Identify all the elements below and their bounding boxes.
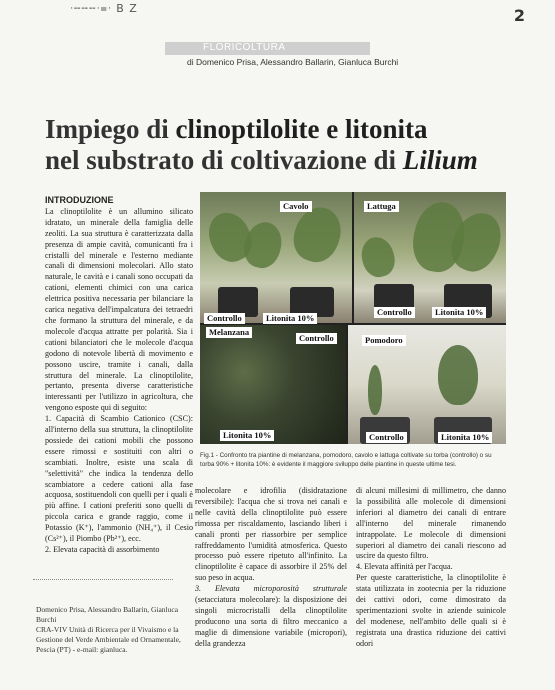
label-litonita-1: Litonita 10% [263, 313, 317, 324]
col2-heading-italic: 3. Elevata microporosità strutturale [195, 584, 347, 594]
intro-paragraph-3: 2. Elevata capacità di assorbimento [45, 545, 160, 554]
intro-paragraph-1: La clinoptilolite è un allumino silicato idratato, un minerale della famiglia delle zeoliti. La sua struttura è caratterizzata dalla presenza di ampie cavità, comunicanti fra i cristalli del minerale e l'esterno mediante canali di dimensioni molecolari. Allo stato naturale, le cavità e i canali sono occupati da cationi, elementi chimici con una carica elettrica positiva necessaria per bilanciare la carica negativa dell'impalcatura dei tetraedri che formano la struttura del minerale, e da molecole d'acqua attratte per polarità. Sia i cationi bilanciatori che le molecole d'acqua godono di notevole libertà di movimento e possono uscire, tramite i canali, dalla struttura del minerale. La clinoptilolite, pertanto, presenta diverse caratteristiche interessanti per l'utilizzo in agricoltura, che vengono esposte qui di seguito: [45, 206, 193, 413]
figure-photo [200, 192, 506, 444]
label-litonita-2: Litonita 10% [432, 307, 486, 318]
byline: di Domenico Prisa, Alessandro Ballarin, Gianluca Burchi [187, 57, 399, 67]
article-title [45, 114, 535, 176]
label-controllo-3: Controllo [296, 333, 337, 344]
label-controllo-2: Controllo [374, 307, 415, 318]
leaf-shape [438, 345, 478, 405]
column-2 [195, 486, 347, 650]
column-3 [356, 486, 506, 650]
title-line2-italic: Lilium [402, 145, 478, 175]
footnote-authors: Domenico Prisa, Alessandro Ballarin, Gianluca Burchi [36, 605, 179, 624]
col3-paragraph-3: Per queste caratteristiche, la clinoptilolite è stata utilizzata in zootecnia per la riduzione dei cattivi odori, come dimostrato da sperimentazioni svolte in aziende suinicole del modenese, nell'ambito delle quali si è registrata una drastica riduzione dei cattivi odori [356, 573, 506, 648]
title-line1-pre: Impiego di [45, 114, 176, 144]
label-pomodoro: Pomodoro [362, 335, 406, 346]
col3-paragraph-1: di alcuni millesimi di millimetro, che danno la possibilità alle molecole di dimensioni inferiori al diametro dei canali di entrare all'interno del minerale rimanendo intrappolate. Le molecole di dimensioni superiori al diametro dei canali riescono ad uscire da questo filtro. [356, 486, 506, 561]
section-label: FLORICOLTURA [203, 42, 286, 53]
author-footnote [36, 605, 186, 655]
intro-heading: INTRODUZIONE [45, 195, 114, 205]
label-melanzana: Melanzana [206, 327, 252, 338]
title-line2-pre: nel substrato di coltivazione di [45, 145, 403, 175]
col2-paragraph-1: molecolare e idrofilia (disidratazione reversibile): l'acqua che si trova nei canali e nelle cavità della clinoptilolite può essere rimossa per riscaldamento, lasciando liberi i canali pronti per riassorbire per semplice raffreddamento l'umidità atmosferica. Questo processo può essere ripetuto all'infinito. La clinoptilolite è capace di assorbire il 25% del suo peso in acqua. [195, 486, 347, 583]
intro-paragraph-2: 1. Capacità di Scambio Cationico (CSC): all'interno della sua struttura, la clinoptilolite possiede dei cationi mobili che possono essere rimossi e sostituiti con altri o scambiati. Inoltre, esiste una scala di "selettività" che indica la tendenza dello scambiatore a cedere cationi alla fase acquosa, sostituendoli con quelli per i quali è più affine. I cationi preferiti sono quelli di piccola carica e grande raggio, come il Potassio (K⁺), l'ammonio (NH₄⁺), il Cesio (Cs²⁺), il Piombo (Pb²⁺), ecc. [45, 414, 193, 544]
label-controllo-1: Controllo [204, 313, 245, 324]
label-litonita-4: Litonita 10% [438, 432, 492, 443]
photo-cavolo [200, 192, 352, 323]
col3-paragraph-2: 4. Elevata affinità per l'acqua. [356, 562, 453, 572]
stem-shape [368, 365, 382, 415]
col2-paragraph-2-text: (setacciatura molecolare): la disposizione dei singoli microcristalli della clinoptilolite producono una sorta di filtro meccanico a maglie di dimensione variabile (micropori), della grandezza [195, 595, 347, 648]
page-number: 2 [513, 6, 525, 25]
title-line1-bold: clinoptilolite e litonita [175, 114, 428, 144]
footnote-affiliation: CRA-VIV Unità di Ricerca per il Vivaismo e la Gestione del Verde Ambientale ed Ornamentale, Pescia (PT) - e-mail: gianluca. [36, 625, 181, 654]
col2-paragraph-2 [195, 584, 347, 649]
label-controllo-4: Controllo [366, 432, 407, 443]
label-cavolo: Cavolo [280, 201, 312, 212]
label-litonita-3: Litonita 10% [220, 430, 274, 441]
scan-handwriting: ᐧ╌╌╌ᐧ᐀ᐧ B Z [70, 2, 138, 15]
footnote-divider [33, 579, 173, 580]
figure-caption: Fig.1 - Confronto tra piantine di melanzana, pomodoro, cavolo e lattuga coltivate su torba (controllo) o su torba 90% + litonita 10%: è evidente il maggiore sviluppo delle piantine in queste ultime tesi. [200, 452, 492, 468]
column-1 [45, 195, 193, 556]
leaf-shape [357, 234, 398, 281]
label-lattuga: Lattuga [364, 201, 399, 212]
section-banner [165, 42, 370, 55]
